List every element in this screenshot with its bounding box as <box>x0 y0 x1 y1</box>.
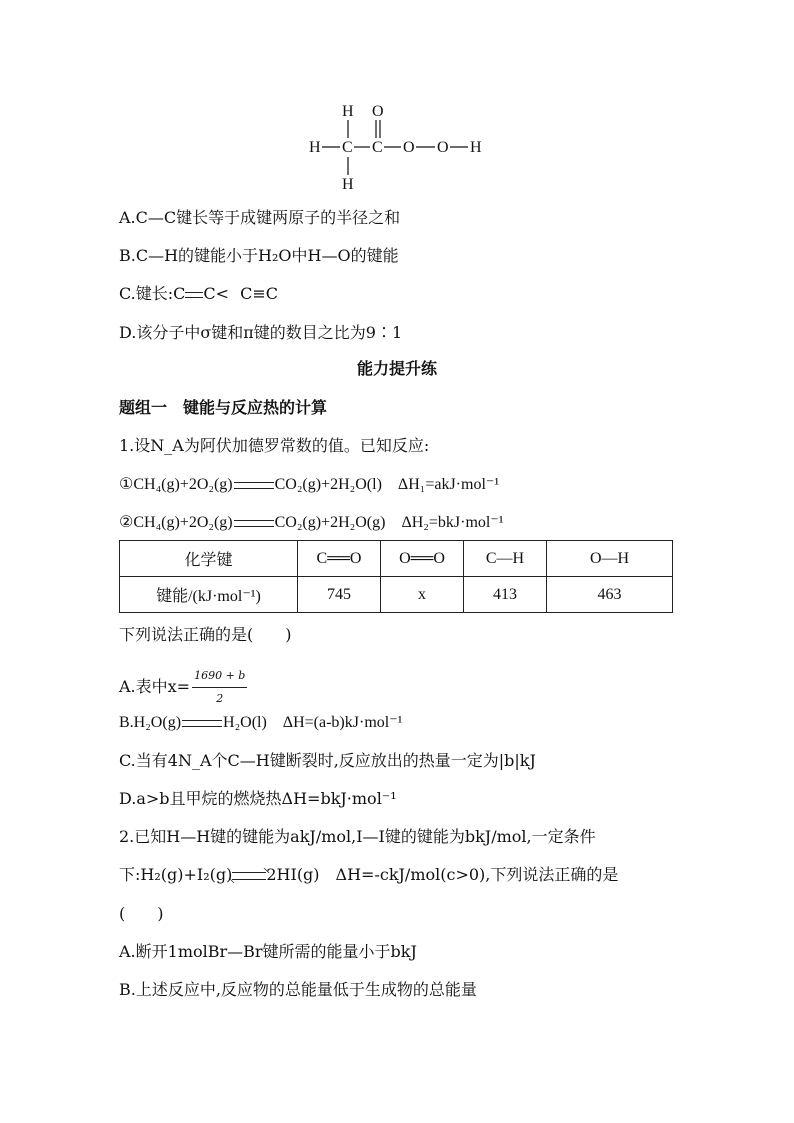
q2-option-a: A.断开1molBr—Br键所需的能量小于bkJ <box>119 942 417 961</box>
q0-option-c <box>119 283 278 305</box>
bond-energy-table <box>119 540 673 613</box>
q1-reaction-1 <box>119 474 499 496</box>
table-header-cell: C—H <box>464 541 547 577</box>
reaction2-left: ②CH₄(g)+2O₂(g) <box>119 514 233 531</box>
atom-c2: C <box>372 139 383 156</box>
fraction <box>192 665 247 710</box>
atom-h-bottom: H <box>342 176 354 193</box>
table-header-row <box>120 541 673 577</box>
fraction-numerator: 1690 + b <box>192 665 247 688</box>
reversible-arrow-icon <box>232 871 266 881</box>
q2-line-2 <box>119 864 618 886</box>
table-cell: x <box>381 577 464 613</box>
atom-o1: O <box>403 139 415 156</box>
q2-line-2-right: 2HI(g) ΔH=-ckJ/mol(c>0),下列说法正确的是 <box>266 865 619 884</box>
atom-o-top: O <box>372 103 384 120</box>
atom-h-left: H <box>309 139 321 156</box>
q0-option-c-mid: C< <box>203 284 230 303</box>
table-header-cell: O—H <box>547 541 673 577</box>
double-bond-symbol <box>185 292 203 298</box>
q1-stem: 下列说法正确的是( ) <box>119 625 292 644</box>
atom-o2: O <box>437 139 449 156</box>
reaction2-right: CO₂(g)+2H₂O(g) ΔH₂=bkJ·mol⁻¹ <box>274 514 504 531</box>
q2-line-3: ( ) <box>119 904 164 923</box>
q2-line-1: 2.已知H—H键的键能为akJ/mol,I—I键的键能为bkJ/mol,一定条件 <box>119 827 596 846</box>
atom-h-top: H <box>342 103 354 120</box>
group-title: 题组一 键能与反应热的计算 <box>119 398 328 417</box>
reaction1-right: CO₂(g)+2H₂O(l) ΔH₁=akJ·mol⁻¹ <box>274 476 500 493</box>
q1-option-a <box>119 665 247 710</box>
table-header-cell: C══O <box>298 541 381 577</box>
q0-option-b: B.C—H的键能小于H₂O中H—O的键能 <box>119 246 399 265</box>
table-cell: 745 <box>298 577 381 613</box>
q1-option-c: C.当有4N_A个C—H键断裂时,反应放出的热量一定为|b|kJ <box>119 751 536 770</box>
q0-option-c-suffix: C≡C <box>240 284 279 303</box>
q1-intro: 1.设N_A为阿伏加德罗常数的值。已知反应: <box>119 436 430 455</box>
table-header-cell: 化学键 <box>120 541 298 577</box>
q0-option-c-prefix: C.键长:C <box>119 284 186 303</box>
fraction-denominator: 2 <box>216 692 224 705</box>
reaction1-left: ①CH₄(g)+2O₂(g) <box>119 476 233 493</box>
structural-formula <box>0 0 794 200</box>
q2-option-b: B.上述反应中,反应物的总能量低于生成物的总能量 <box>119 980 477 999</box>
q1-option-b-left: B.H₂O(g) <box>119 714 182 731</box>
q2-line-2-left: 下:H₂(g)+I₂(g) <box>119 865 233 884</box>
table-cell: 键能/(kJ·mol⁻¹) <box>120 577 298 613</box>
equals-sign <box>234 520 274 527</box>
section-title: 能力提升练 <box>356 359 437 378</box>
q1-option-d: D.a>b且甲烷的燃烧热ΔH=bkJ·mol⁻¹ <box>119 789 397 808</box>
q0-option-d: D.该分子中σ键和π键的数目之比为9∶1 <box>119 323 403 342</box>
q0-option-a: A.C—C键长等于成键两原子的半径之和 <box>119 208 401 227</box>
table-header-cell: O══O <box>381 541 464 577</box>
equals-sign <box>234 482 274 489</box>
table-cell: 463 <box>547 577 673 613</box>
table-row <box>120 577 673 613</box>
q1-reaction-2 <box>119 512 504 534</box>
table-cell: 413 <box>464 577 547 613</box>
q1-option-b-right: H₂O(l) ΔH=(a-b)kJ·mol⁻¹ <box>223 714 403 731</box>
q1-option-a-prefix: A.表中x= <box>119 677 191 696</box>
q1-option-b <box>119 712 402 734</box>
atom-h-right: H <box>470 139 482 156</box>
atom-c1: C <box>342 139 353 156</box>
equals-sign <box>182 720 222 727</box>
